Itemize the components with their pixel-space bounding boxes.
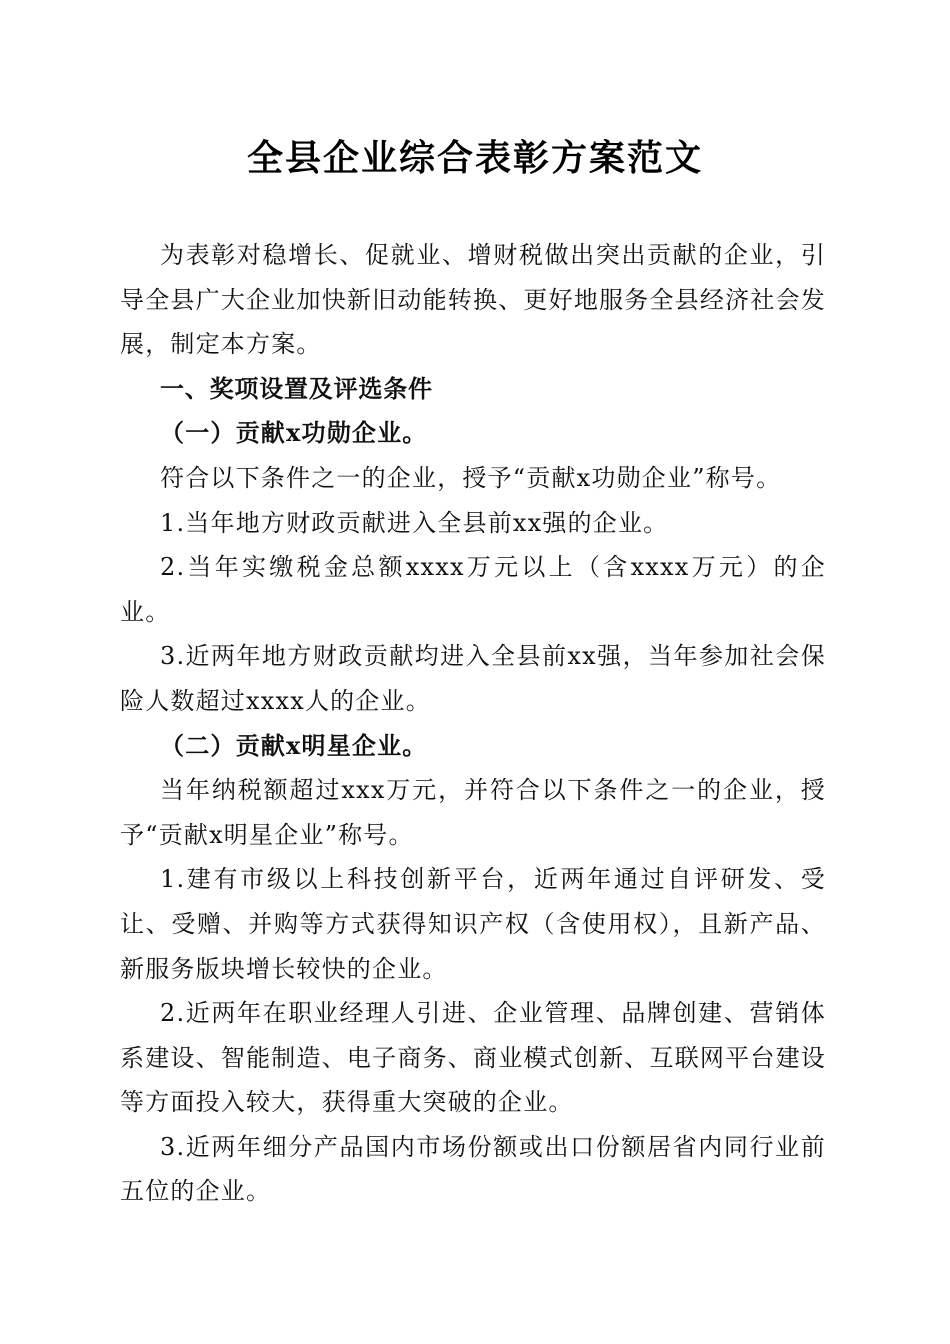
merit-intro-paragraph: 符合以下条件之一的企业，授予“贡献x功勋企业”称号。 [160,463,782,492]
merit-condition-2: 2.当年实缴税金总额xxxx万元以上（含xxxx万元）的企业。 [120,553,826,626]
intro-paragraph: 为表彰对稳增长、促就业、增财税做出突出贡献的企业，引导全县广大企业加快新旧动能转换、更好地服务全县经济社会发展，制定本方案。 [120,241,826,359]
document-title: 全县企业综合表彰方案范文 [246,137,703,179]
star-condition-2: 2.近两年在职业经理人引进、企业管理、品牌创建、营销体系建设、智能制造、电子商务、商业模式创新、互联网平台建设等方面投入较大，获得重大突破的企业。 [120,999,826,1117]
star-condition-1: 1.建有市级以上科技创新平台，近两年通过自评研发、受让、受赠、并购等方式获得知识产权（含使用权），且新产品、新服务版块增长较快的企业。 [120,865,826,983]
merit-condition-3: 3.近两年地方财政贡献均进入全县前xx强，当年参加社会保险人数超过xxxx人的企业。 [120,642,826,715]
document-body [120,233,826,1214]
subsection-heading-merit: （一）贡献x功勋企业。 [160,418,428,448]
merit-condition-1: 1.当年地方财政贡献进入全县前xx强的企业。 [160,508,669,537]
star-condition-3: 3.近两年细分产品国内市场份额或出口份额居省内同行业前五位的企业。 [120,1132,826,1206]
subsection-heading-star: （二）贡献x明星企业。 [160,730,428,760]
section-heading-awards: 一、奖项设置及评选条件 [160,374,433,403]
star-intro-paragraph: 当年纳税额超过xxx万元，并符合以下条件之一的企业，授予“贡献x明星企业”称号。 [120,776,826,849]
